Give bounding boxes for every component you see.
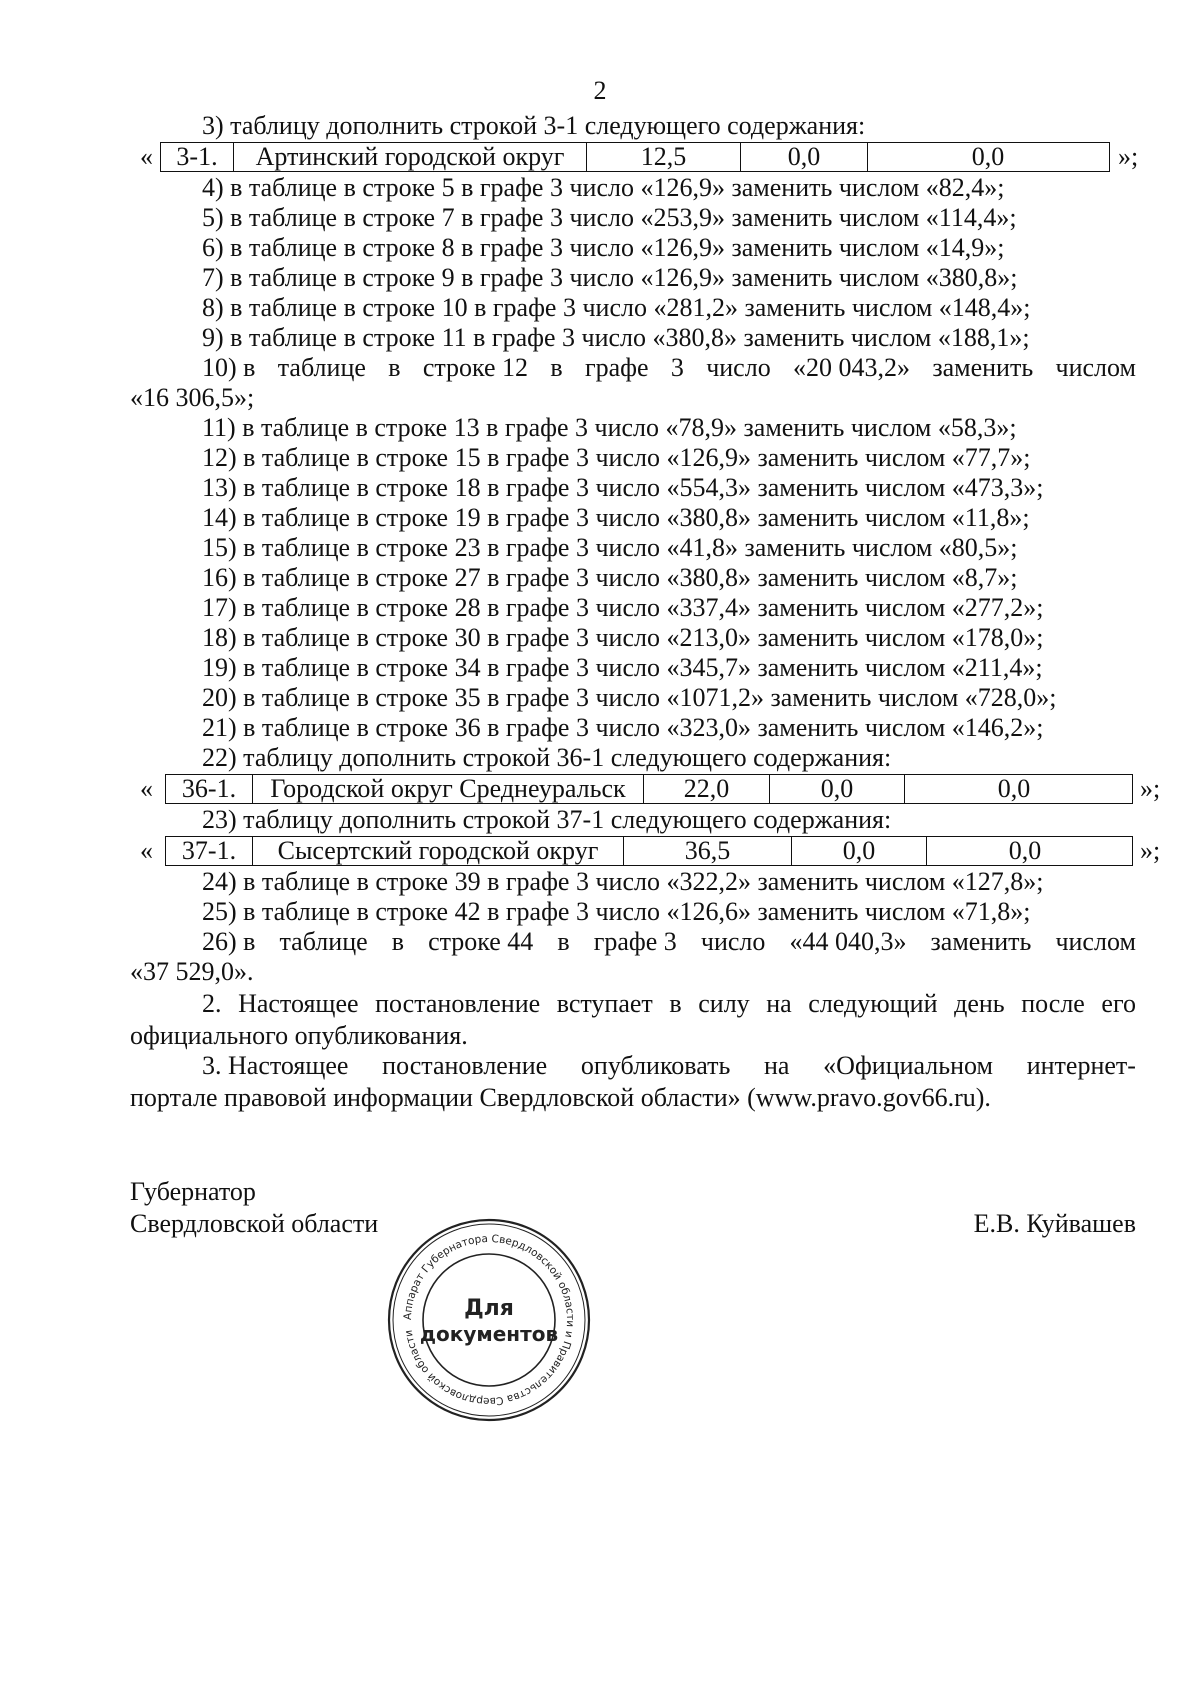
list-item: 11) в таблице в строке 13 в графе 3 число «78,9» заменить числом «58,3»; [202, 413, 1017, 442]
list-item: 21) в таблице в строке 36 в графе 3 число «323,0» заменить числом «146,2»; [202, 713, 1044, 742]
value-cell: 0,0 [770, 775, 905, 803]
signatory-name: Е.В. Куйвашев [973, 1209, 1136, 1238]
open-quote: « [140, 142, 153, 171]
list-item: 13) в таблице в строке 18 в графе 3 число «554,3» заменить числом «473,3»; [202, 473, 1044, 502]
value-cell: 12,5 [587, 143, 741, 171]
list-item: 9) в таблице в строке 11 в графе 3 число «380,8» заменить числом «188,1»; [202, 323, 1030, 352]
list-item: 4) в таблице в строке 5 в графе 3 число «126,9» заменить числом «82,4»; [202, 173, 1005, 202]
list-item: 6) в таблице в строке 8 в графе 3 число «126,9» заменить числом «14,9»; [202, 233, 1005, 262]
open-quote: « [140, 774, 153, 803]
list-item: 5) в таблице в строке 7 в графе 3 число «253,9» заменить числом «114,4»; [202, 203, 1017, 232]
list-item-justified: 26) в таблице в строке 44 в графе 3 число «44 040,3» заменить числом [202, 927, 1136, 956]
list-item: 20) в таблице в строке 35 в графе 3 число «1071,2» заменить числом «728,0»; [202, 683, 1057, 712]
paragraph: 2. Настоящее постановление вступает в силу на следующий день после его официального опубликования. [130, 989, 1136, 1050]
list-item: 8) в таблице в строке 10 в графе 3 число «281,2» заменить числом «148,4»; [202, 293, 1031, 322]
value-cell: 0,0 [741, 143, 868, 171]
seal-center-line2: документов [419, 1322, 559, 1346]
district-name-cell: Артинский городской округ [234, 143, 587, 171]
list-item: 22) таблицу дополнить строкой 36-1 следующего содержания: [202, 743, 892, 772]
inserted-table-row [160, 142, 1110, 172]
table-row [130, 774, 1161, 804]
inserted-table-row [165, 836, 1133, 866]
list-item: 16) в таблице в строке 27 в графе 3 число «380,8» заменить числом «8,7»; [202, 563, 1018, 592]
list-item: 14) в таблице в строке 19 в графе 3 число «380,8» заменить числом «11,8»; [202, 503, 1030, 532]
paragraph: 3. Настоящее постановление опубликовать на «Официальном интернет- портале правовой информации Свердловской области» (www.pravo.gov66.ru). [130, 1051, 1136, 1112]
row-number-cell: 3-1. [161, 143, 234, 171]
open-quote: « [140, 836, 153, 865]
value-cell: 0,0 [997, 775, 1031, 803]
signatory-position: Губернатор Свердловской области [130, 1177, 379, 1238]
round-seal-stamp [386, 1217, 592, 1423]
list-item: 15) в таблице в строке 23 в графе 3 число «41,8» заменить числом «80,5»; [202, 533, 1018, 562]
list-item-continuation: «37 529,0». [130, 957, 254, 986]
list-item-justified: 10) в таблице в строке 12 в графе 3 число «20 043,2» заменить числом [202, 353, 1136, 382]
list-item: 23) таблицу дополнить строкой 37-1 следующего содержания: [202, 805, 892, 834]
row-number-cell: 37-1. [166, 837, 253, 865]
inserted-table-row [165, 774, 1133, 804]
list-item: 17) в таблице в строке 28 в графе 3 число «337,4» заменить числом «277,2»; [202, 593, 1044, 622]
page-number: 2 [593, 76, 607, 105]
close-quote: »; [1118, 142, 1139, 171]
value-cell: 0,0 [792, 837, 927, 865]
close-quote: »; [1140, 774, 1161, 803]
district-name-cell: Городской округ Среднеуральск [253, 775, 644, 803]
list-item-continuation: «16 306,5»; [130, 383, 255, 412]
list-item: 24) в таблице в строке 39 в графе 3 число «322,2» заменить числом «127,8»; [202, 867, 1044, 896]
row-number-cell: 36-1. [166, 775, 253, 803]
seal-center-line1: Для [464, 1296, 514, 1321]
close-quote: »; [1140, 836, 1161, 865]
value-cell: 0,0 [1008, 837, 1042, 865]
value-cell: 0,0 [971, 143, 1005, 171]
table-row [130, 142, 1139, 172]
list-item: 12) в таблице в строке 15 в графе 3 число «126,9» заменить числом «77,7»; [202, 443, 1031, 472]
table-row [130, 836, 1161, 866]
list-item: 19) в таблице в строке 34 в графе 3 число «345,7» заменить числом «211,4»; [202, 653, 1043, 682]
list-item: 3) таблицу дополнить строкой 3-1 следующего содержания: [202, 111, 866, 140]
value-cell: 36,5 [624, 837, 792, 865]
list-item: 7) в таблице в строке 9 в графе 3 число «126,9» заменить числом «380,8»; [202, 263, 1018, 292]
list-item: 25) в таблице в строке 42 в графе 3 число «126,6» заменить числом «71,8»; [202, 897, 1031, 926]
list-item: 18) в таблице в строке 30 в графе 3 число «213,0» заменить числом «178,0»; [202, 623, 1044, 652]
seal-ring-text: Аппарат Губернатора Свердловской области и Правительства Свердловской области [401, 1232, 577, 1408]
district-name-cell: Сысертский городской округ [253, 837, 624, 865]
value-cell: 22,0 [644, 775, 770, 803]
